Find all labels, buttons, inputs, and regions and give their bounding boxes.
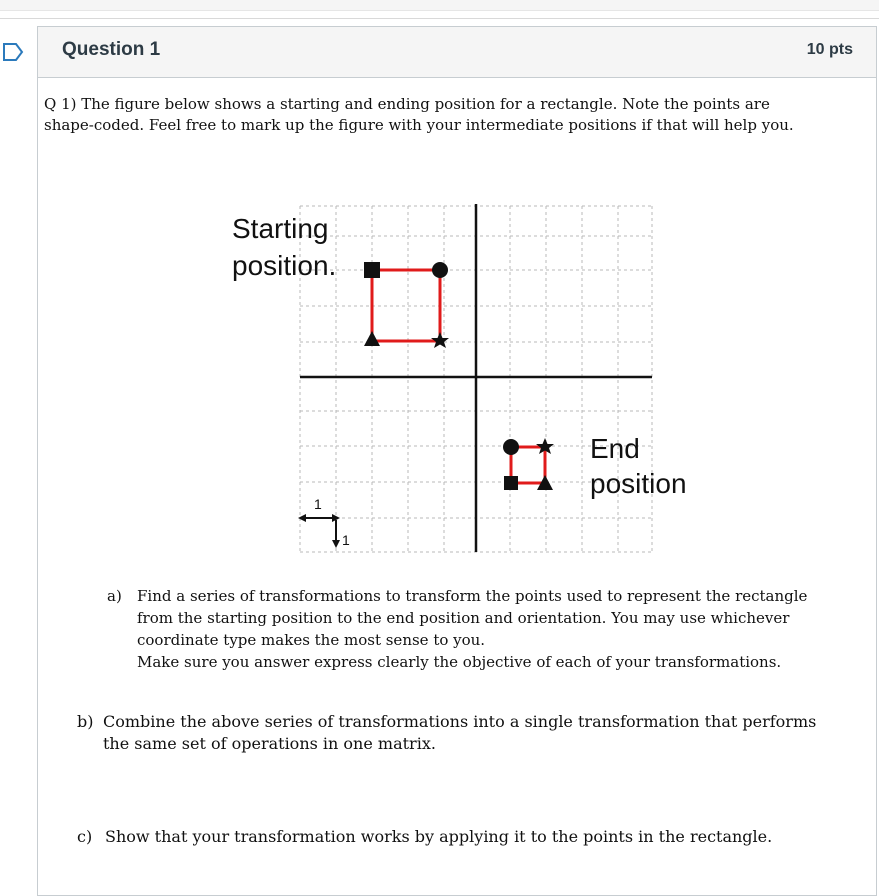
scale-indicator [298,514,340,548]
top-bar [0,0,879,11]
scale-x-label: 1 [314,496,322,512]
question-points: 10 pts [806,41,853,58]
part-a-label: a) [107,587,122,605]
start-rectangle [372,270,440,341]
part-a-text-2: Make sure you answer express clearly the objective of each of your transformations. [137,653,782,671]
start-label-line2: position. [232,250,337,281]
end-square-point [504,476,518,490]
start-triangle-point [364,331,380,346]
part-a-text: Find a series of transformations to transform the points used to represent the rectangle from the starting position to the end position and orientation. You may use whichever coordinate type makes the most sense to you. [137,587,808,649]
question-title: Question 1 [62,39,161,60]
scale-y-label: 1 [342,532,350,548]
part-c-label: c) [77,827,93,846]
end-label-line2: position [590,468,687,499]
start-square-point [364,262,380,278]
flag-question-icon[interactable] [2,42,24,62]
start-star-point [431,332,449,348]
start-circle-point [432,262,448,278]
start-label-line1: Starting [232,213,329,244]
end-circle-point [503,439,519,455]
question-header [38,27,876,78]
part-b-label: b) [77,712,94,731]
question-intro: Q 1) The figure below shows a starting and ending position for a rectangle. Note the points are shape-coded. Feel free to mark up the figure with your intermediate positions if that will help you. [44,95,794,134]
part-c-text: Show that your transformation works by applying it to the points in the rectangle. [105,827,773,846]
transformation-figure [228,196,698,556]
divider [0,18,879,19]
end-label-line1: End [590,433,640,464]
part-b-text: Combine the above series of transformations into a single transformation that performs the same set of operations in one matrix. [103,712,817,753]
